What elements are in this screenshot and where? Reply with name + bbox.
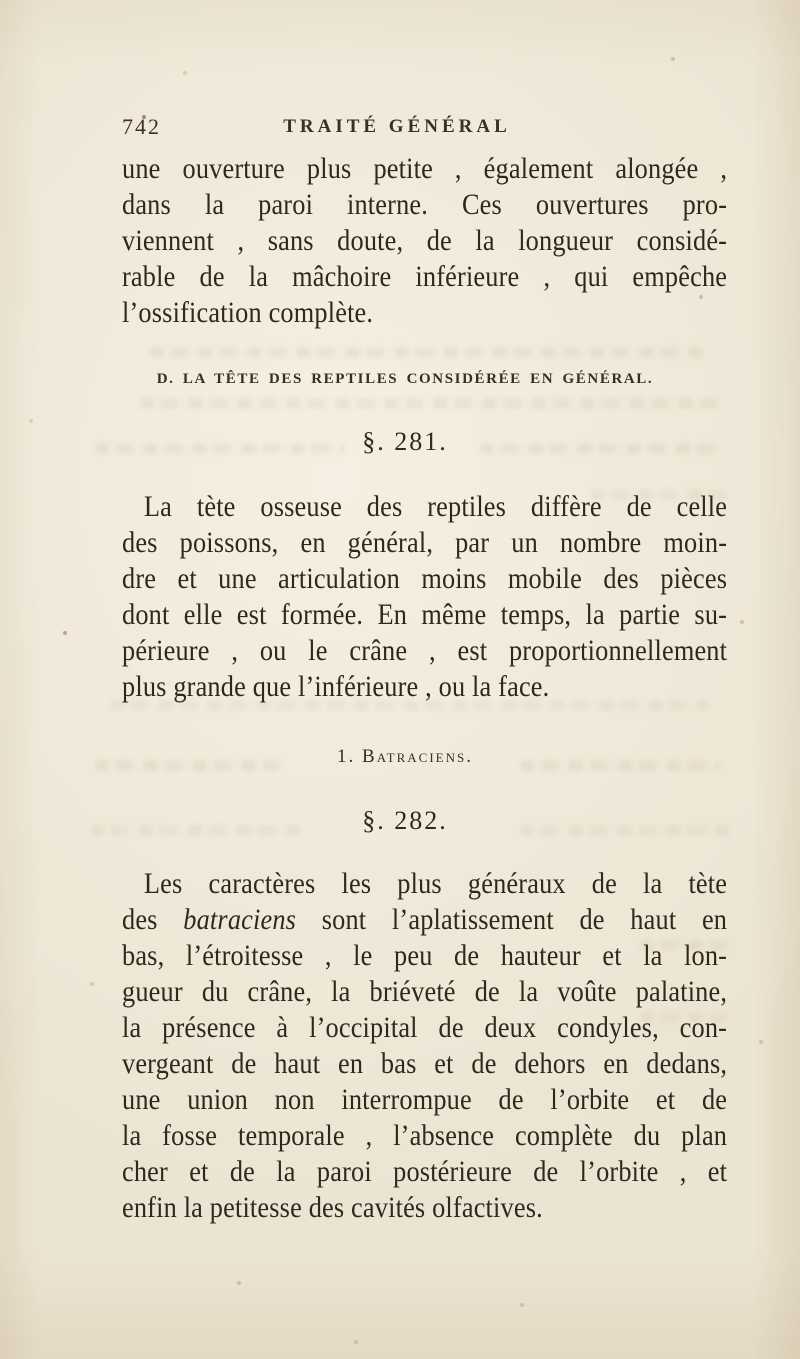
text-line: périeure , ou le crâne , est proportionnellement — [122, 634, 728, 667]
text-line: La tète osseuse des reptiles diffère de celle — [143, 490, 728, 523]
section-mark-282: §. 282. — [362, 806, 448, 835]
text-line: dans la paroi interne. Ces ouvertures pro- — [122, 188, 728, 221]
subsection-heading: 1. Batraciens. — [337, 746, 473, 767]
running-title: TRAITÉ GÉNÉRAL — [283, 116, 511, 137]
paragraph — [122, 866, 727, 1226]
text-line: plus grande que l’inférieure , ou la face. — [122, 670, 550, 703]
text-line — [122, 902, 727, 938]
paragraph — [122, 151, 727, 331]
text-line: une ouverture plus petite , également alongée , — [122, 152, 728, 185]
text-line: la présence à l’occipital de deux condyles, con- — [122, 1011, 728, 1044]
paragraph — [122, 489, 727, 705]
text-line: l’ossification complète. — [122, 296, 374, 329]
text-line: une union non interrompue de l’orbite et de — [122, 1083, 728, 1116]
text-segment-italic: batraciens — [183, 903, 297, 936]
text-line: dre et une articulation moins mobile des pièces — [122, 562, 728, 595]
text-line: viennent , sans doute, de la longueur considé- — [122, 224, 728, 257]
section-mark-281: §. 281. — [362, 427, 448, 456]
text-line: rable de la mâchoire inférieure , qui empêche — [122, 260, 728, 293]
text-line: la fosse temporale , l’absence complète du plan — [122, 1119, 728, 1152]
text-segment: des — [122, 903, 184, 936]
text-line: enfin la petitesse des cavités olfactives. — [122, 1191, 543, 1224]
paper-speck — [0, 0, 2, 2]
text-line: bas, l’étroitesse , le peu de hauteur et la lon- — [122, 939, 728, 972]
text-line: vergeant de haut en bas et de dehors en dedans, — [122, 1047, 728, 1080]
bleed-through-mark — [140, 398, 720, 409]
text-segment: sont l’aplatissement de haut en — [296, 903, 728, 936]
page-number: 742 — [122, 114, 161, 139]
section-heading: D. LA TÊTE DES REPTILES CONSIDÉRÉE EN GÉNÉRAL. — [156, 371, 654, 387]
text-line: gueur du crâne, la briéveté de la voûte palatine, — [122, 975, 728, 1008]
text-line: des poissons, en général, par un nombre moin- — [122, 526, 728, 559]
page-header — [122, 114, 727, 144]
text-line: cher et de la paroi postérieure de l’orbite , et — [122, 1155, 728, 1188]
text-line: dont elle est formée. En même temps, la partie su- — [122, 598, 728, 631]
text-line: Les caractères les plus généraux de la tète — [143, 867, 728, 900]
bleed-through-mark — [150, 347, 710, 358]
